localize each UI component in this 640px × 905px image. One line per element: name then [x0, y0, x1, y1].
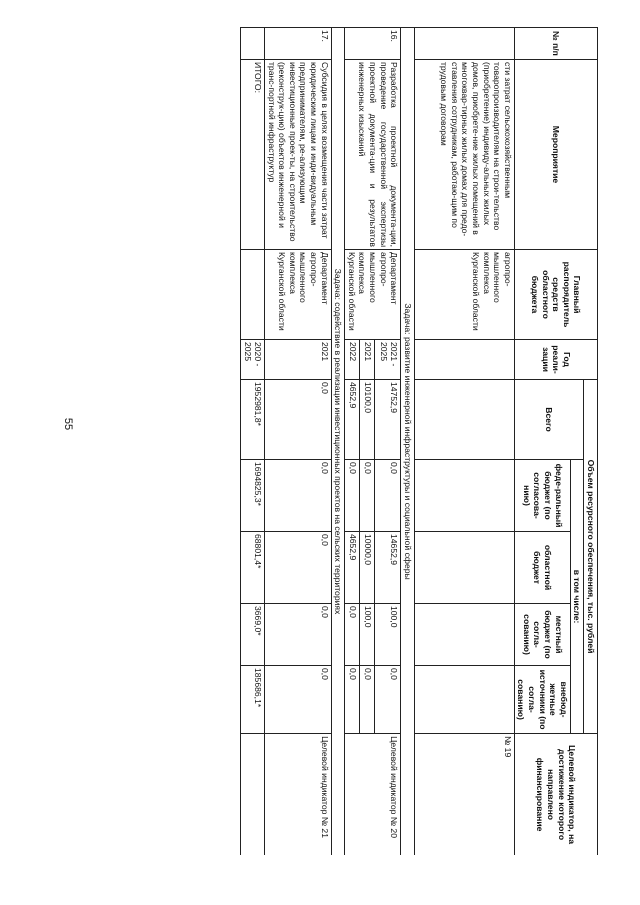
total-local: 3669,0*: [240, 604, 264, 666]
row17-regional: 0,0: [265, 532, 332, 604]
rotated-table-frame: [78, 27, 598, 855]
cell-federal: [414, 460, 514, 532]
row16-extra: 0,0: [345, 666, 360, 734]
cell-total: [414, 380, 514, 460]
total-federal: 1694825,3*: [240, 460, 264, 532]
row16-manager: Департамент агропро-мышленного комплекса Курганской области: [345, 250, 401, 340]
row17-federal: 0,0: [265, 460, 332, 532]
header-regional: областной бюджет: [514, 532, 570, 604]
header-local: местный бюджет (по согла-сованию): [514, 604, 570, 666]
row16-extra: 0,0: [360, 666, 375, 734]
cont-measure: сти затрат сельскохозяйственным товаропроизводителям на строи-тельство (приобретение) индивиду-альных жилых домов, приобрете-ние жилых помещений в многоквар-тирных жилых домах для предо-ставления сотрудникам, работаю-щим по трудовым договорам: [414, 60, 514, 250]
row16-regional: 14652,9: [374, 532, 400, 604]
total-label: ИТОГО:: [240, 60, 264, 250]
cont-manager: агропро-мышленного комплекса Курганской области: [414, 250, 514, 340]
row16-a: [374, 28, 400, 856]
row16-measure: Разработка проектной документа-ции, проведение государственной экспертизы проектной документа-ции и результатов инженерных изысканий: [345, 60, 401, 250]
header-extra: внебюд-жетные источники (по согла-сованию): [514, 666, 570, 734]
row17-num: 17.: [265, 28, 332, 60]
header-num: № п/п: [514, 28, 597, 60]
row16-num: 16.: [345, 28, 401, 60]
row17-manager: Департамент агропро-мышленного комплекса Курганской области: [265, 250, 332, 340]
row17-target: Целевой индикатор № 21: [265, 734, 332, 855]
row16-federal: 0,0: [360, 460, 375, 532]
row17-year: 2021: [265, 340, 332, 380]
row16-year: 2021: [360, 340, 375, 380]
section-row-2: [331, 28, 345, 856]
cell-target: [240, 734, 264, 855]
row16-total: 14752,9: [374, 380, 400, 460]
cell-regional: [414, 532, 514, 604]
row17-total: 0,0: [265, 380, 332, 460]
header-volume: Объем ресурсного обеспечения, тыс. рублей: [584, 380, 598, 734]
cell-local: [414, 604, 514, 666]
row16-local: 0,0: [345, 604, 360, 666]
row16-federal: 0,0: [345, 460, 360, 532]
row16-year: 2022: [345, 340, 360, 380]
row17: [265, 28, 332, 856]
total-extra: 185686,1*: [240, 666, 264, 734]
row16-local: 100,0: [360, 604, 375, 666]
cell-manager: [240, 250, 264, 340]
cell-num: [414, 28, 514, 60]
cell-year: [414, 340, 514, 380]
row16-total: 4652,9: [345, 380, 360, 460]
header-measure: Мероприятие: [514, 60, 597, 250]
header-target: Целевой индикатор, на достижение которого направлено финансирование: [514, 734, 597, 855]
resource-table: [240, 27, 598, 855]
row17-local: 0,0: [265, 604, 332, 666]
page-number: 55: [62, 417, 74, 431]
continuation-row: [414, 28, 514, 856]
total-total: 1952981,8*: [240, 380, 264, 460]
row16-extra: 0,0: [374, 666, 400, 734]
section-title-2: Задача: содействие в реализации инвестиционных проектов на сельских территориях: [331, 28, 345, 856]
row17-measure: Субсидия в целях возмещения части затрат юридическим лицам и инди-видуальным предпринимателям, ре-ализующим инвестиционные проек-ты, на строительство (реконструк-цию) объектов инженерной и транс-портной инфраструктур: [265, 60, 332, 250]
total-regional: 68801,4*: [240, 532, 264, 604]
cell-extra: [414, 666, 514, 734]
row16-target: Целевой индикатор № 20: [345, 734, 401, 855]
header-manager: Главный распорядитель средств областного бюджета: [514, 250, 597, 340]
row17-extra: 0,0: [265, 666, 332, 734]
row16-federal: 0,0: [374, 460, 400, 532]
header-year: Год реали-зации: [514, 340, 597, 380]
header-row-1: [584, 28, 598, 856]
header-incl: в том числе:: [570, 460, 584, 734]
row16-local: 100,0: [374, 604, 400, 666]
cont-target: № 19: [414, 734, 514, 855]
row16-total: 10100,0: [360, 380, 375, 460]
total-row: [240, 28, 264, 856]
header-federal: феде-ральный бюджет (по согласова-нию): [514, 460, 570, 532]
section-row-1: [401, 28, 415, 856]
section-title-1: Задача: развитие инженерной инфраструктуры и социальной сферы: [401, 28, 415, 856]
row16-regional: 10000,0: [360, 532, 375, 604]
header-total: Всего: [514, 380, 584, 460]
row16-regional: 4652,9: [345, 532, 360, 604]
total-year: 2020 - 2025: [240, 340, 264, 380]
cell-num: [240, 28, 264, 60]
rotated-table-stage: [78, 27, 598, 855]
row16-year: 2021 - 2025: [374, 340, 400, 380]
